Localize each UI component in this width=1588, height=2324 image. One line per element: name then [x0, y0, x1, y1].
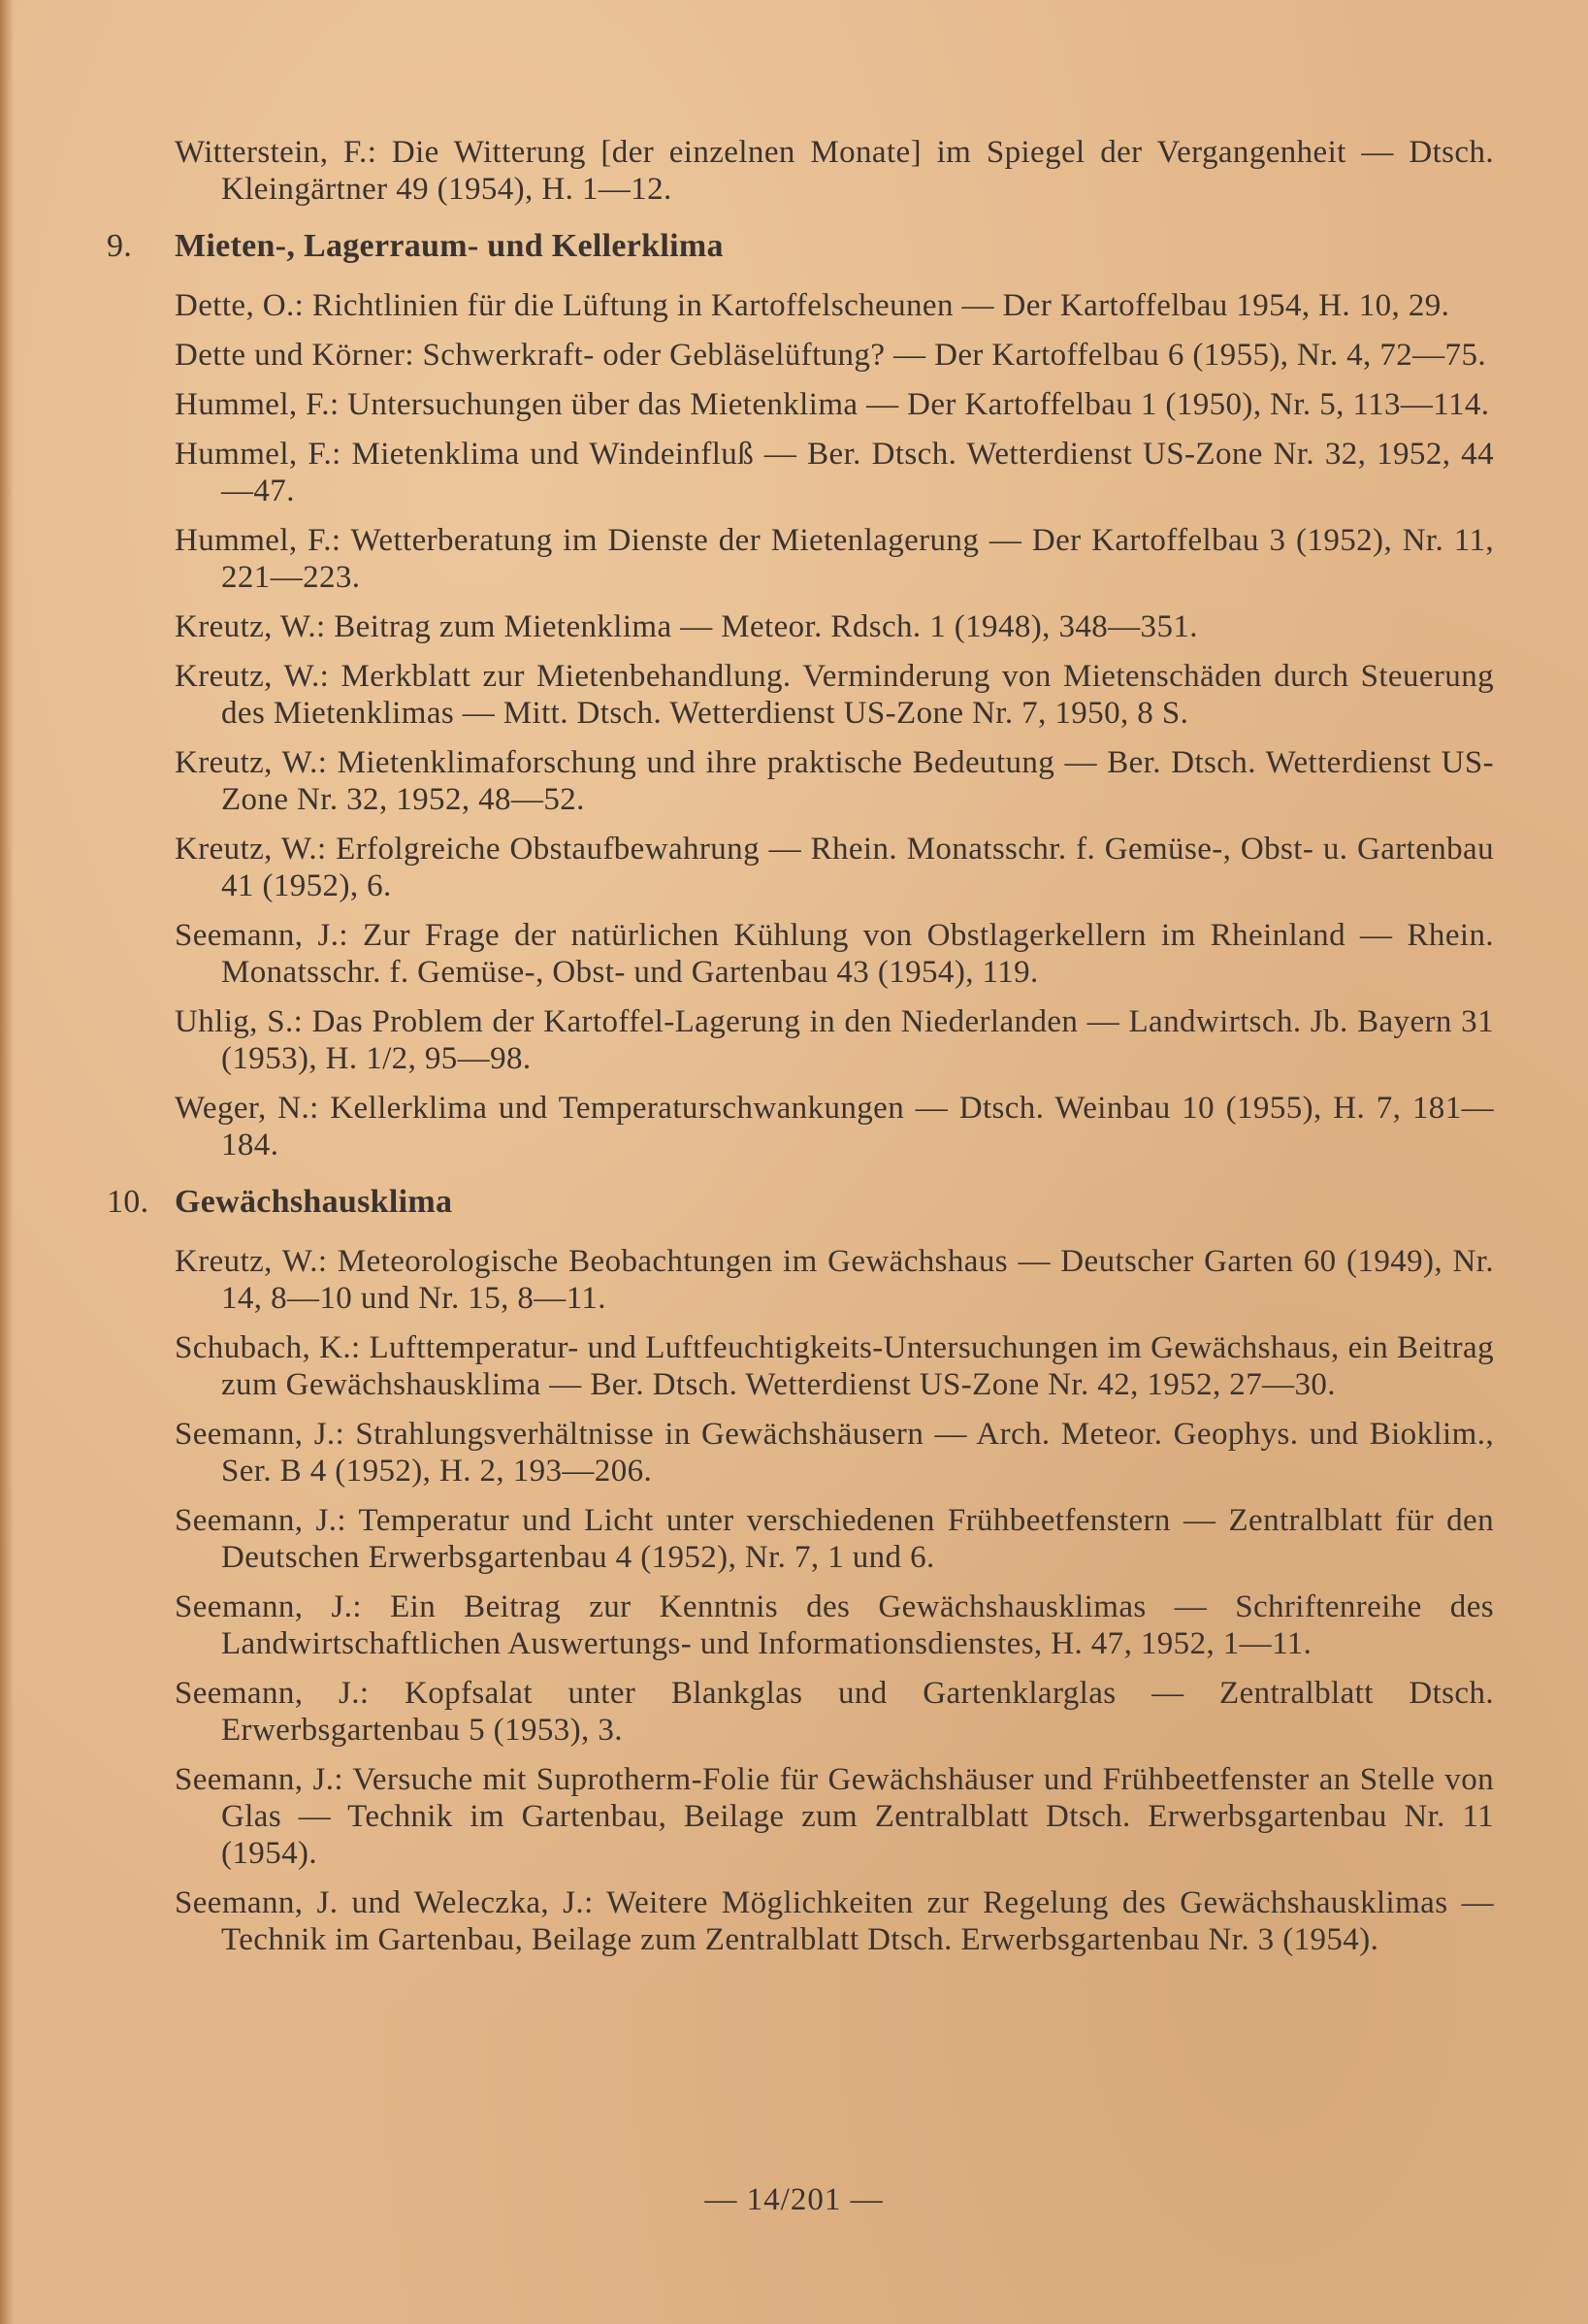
section-mieten-lagerraum-kellerklima — [107, 227, 1494, 1163]
bibliography-entry: Seemann, J.: Zur Frage der natürlichen Kühlung von Obstlagerkellern im Rheinland — Rhein. Monatsschr. f. Gemüse-, Obst- und Gartenbau 43 (1954), 119. — [175, 918, 1494, 990]
bibliography-entry: Kreutz, W.: Erfolgreiche Obstaufbewahrung — Rhein. Monatsschr. f. Gemüse-, Obst- u. Gartenbau 41 (1952), 6. — [175, 832, 1494, 903]
bibliography-entry: Kreutz, W.: Merkblatt zur Mietenbehandlung. Verminderung von Mietenschäden durch Steuerung des Mietenklimas — Mitt. Dtsch. Wetterdienst US-Zone Nr. 7, 1950, 8 S. — [175, 659, 1494, 731]
section-heading — [107, 227, 1494, 266]
bibliography-entry: Schubach, K.: Lufttemperatur- und Luftfeuchtigkeits-Untersuchungen im Gewächshaus, ein Beitrag zum Gewächshausklima — Ber. Dtsch. Wetterdienst US-Zone Nr. 42, 1952, 27—30. — [175, 1330, 1494, 1402]
bibliography-entry: Dette und Körner: Schwerkraft- oder Gebläselüftung? — Der Kartoffelbau 6 (1955), Nr. 4, 72—75. — [175, 338, 1487, 373]
bibliography-entry: Seemann, J.: Temperatur und Licht unter verschiedenen Frühbeetfenstern — Zentralblatt für den Deutschen Erwerbsgartenbau 4 (1952), Nr. 7, 1 und 6. — [175, 1503, 1494, 1575]
bibliography-entry: Hummel, F.: Mietenklima und Windeinfluß — Ber. Dtsch. Wetterdienst US-Zone Nr. 32, 1952, 44—47. — [175, 437, 1494, 508]
section-title: Mieten-, Lagerraum- und Kellerklima — [175, 228, 724, 264]
section-title: Gewächshausklima — [175, 1184, 453, 1220]
bibliography-entry: Kreutz, W.: Mietenklimaforschung und ihre praktische Bedeutung — Ber. Dtsch. Wetterdienst US-Zone Nr. 32, 1952, 48—52. — [175, 745, 1494, 817]
bibliography-entry: Hummel, F.: Untersuchungen über das Mietenklima — Der Kartoffelbau 1 (1950), Nr. 5, 113—114. — [175, 387, 1490, 422]
bibliography-entry: Seemann, J. und Weleczka, J.: Weitere Möglichkeiten zur Regelung des Gewächshausklimas — Technik im Gartenbau, Beilage zum Zentralblatt Dtsch. Erwerbsgartenbau Nr. 3 (1954). — [175, 1885, 1494, 1957]
bibliography-entry: Weger, N.: Kellerklima und Temperaturschwankungen — Dtsch. Weinbau 10 (1955), H. 7, 181—184. — [175, 1091, 1494, 1162]
bibliography-entry: Seemann, J.: Strahlungsverhältnisse in Gewächshäusern — Arch. Meteor. Geophys. und Bioklim., Ser. B 4 (1952), H. 2, 193—206. — [175, 1417, 1494, 1489]
page-number: — 14/201 — — [704, 2182, 884, 2217]
bibliography-page — [107, 134, 1494, 1971]
bibliography-entry: Kreutz, W.: Beitrag zum Mietenklima — Meteor. Rdsch. 1 (1948), 348—351. — [175, 609, 1198, 644]
section-gewaechshausklima — [107, 1183, 1494, 1958]
bibliography-entry: Seemann, J.: Versuche mit Suprotherm-Folie für Gewächshäuser und Frühbeetfenster an Stelle von Glas — Technik im Gartenbau, Beilage zum Zentralblatt Dtsch. Erwerbsgartenbau Nr. 11 (1954). — [175, 1762, 1494, 1871]
section-number: 9. — [107, 228, 133, 264]
bibliography-entry: Seemann, J.: Kopfsalat unter Blankglas und Gartenklarglas — Zentralblatt Dtsch. Erwerbsgartenbau 5 (1953), 3. — [175, 1676, 1494, 1748]
bibliography-entry: Witterstein, F.: Die Witterung [der einzelnen Monate] im Spiegel der Vergangenheit — Dtsch. Kleingärtner 49 (1954), H. 1—12. — [175, 135, 1494, 207]
bibliography-entry: Kreutz, W.: Meteorologische Beobachtungen im Gewächshaus — Deutscher Garten 60 (1949), Nr. 14, 8—10 und Nr. 15, 8—11. — [175, 1244, 1494, 1316]
bibliography-entry: Uhlig, S.: Das Problem der Kartoffel-Lagerung in den Niederlanden — Landwirtsch. Jb. Bayern 31 (1953), H. 1/2, 95—98. — [175, 1004, 1494, 1076]
bibliography-entry: Seemann, J.: Ein Beitrag zur Kenntnis des Gewächshausklimas — Schriftenreihe des Landwirtschaftlichen Auswertungs- und Informationsdienstes, H. 47, 1952, 1—11. — [175, 1589, 1494, 1661]
bibliography-entry: Dette, O.: Richtlinien für die Lüftung in Kartoffelscheunen — Der Kartoffelbau 1954, H. 10, 29. — [175, 288, 1450, 323]
section-heading — [107, 1183, 1494, 1222]
page-edge — [0, 0, 14, 2324]
section-number: 10. — [107, 1184, 149, 1220]
bibliography-entry: Hummel, F.: Wetterberatung im Dienste der Mietenlagerung — Der Kartoffelbau 3 (1952), Nr. 11, 221—223. — [175, 523, 1494, 595]
